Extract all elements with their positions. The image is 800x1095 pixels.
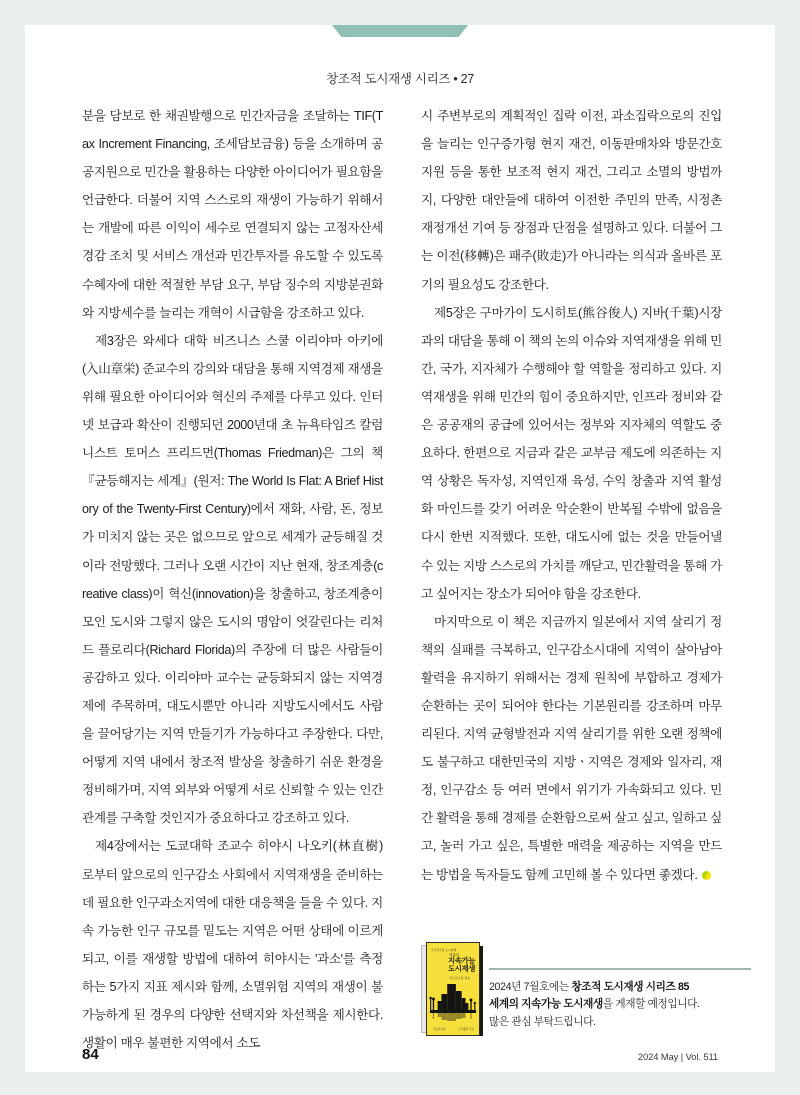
paragraph: 시 주변부로의 계획적인 집락 이전, 과소집락으로의 진입을 늘리는 인구증가형 현지 재건, 이동판매차와 방문간호 지원 등을 통한 보조적 현지 재건, 그리고 소멸의 방법까지, 다양한 대안들에 대하여 이전한 주민의 만족, 시정촌 재정개선 기여 등 장점과 단점을 설명하고 있다. 더불어 그는 이전(移轉)은 패주(敗走)가 아니라는 의식과 올바른 포기의 필요성도 강조한다. bbox=[421, 109, 722, 292]
page-header-series-label: 창조적 도시재생 시리즈 • 27 bbox=[326, 72, 474, 86]
book-cover-title bbox=[448, 957, 475, 974]
promo-text-block bbox=[489, 968, 751, 1031]
book-cover-footer bbox=[433, 1027, 474, 1031]
book-cover-imprint: 도서출판 국토 bbox=[458, 1028, 474, 1031]
book-front-cover bbox=[426, 942, 480, 1036]
footer-issue-info: 2024 May | Vol. 511 bbox=[637, 1051, 718, 1062]
book-cover-title-line1: 지속가능 bbox=[448, 956, 475, 965]
promo-line-1-prefix: 2024년 7월호에는 bbox=[489, 980, 572, 993]
promo-divider bbox=[489, 968, 751, 970]
promo-line-3: 많은 관심 부탁드립니다. bbox=[489, 1015, 596, 1028]
book-cover-image bbox=[421, 942, 484, 1036]
promo-line-2 bbox=[489, 996, 751, 1014]
promo-book-title: 세계의 지속가능 도시재생 bbox=[489, 998, 603, 1011]
book-cover-title-line2: 도시재생 bbox=[448, 964, 475, 974]
city-skyline-icon bbox=[427, 980, 479, 1026]
paragraph-final bbox=[421, 608, 722, 889]
paragraph: 제5장은 구마가이 도시히토(熊谷俊人) 지바(千葉)시장과의 대담을 통해 이 책의 논의 이슈와 지역재생을 위해 민간, 국가, 지자체가 수행해야 할 역할을 정리하고 있다. 지역재생을 위해 민간의 힘이 중요하지만, 인프라 정비와 같은 공공재의 공급에 있어서는 정부와 지자체의 역할도 중요하다. 한편으로 지금과 같은 교부금 제도에 의존하는 지역 상황은 독자성, 지역인재 육성, 수익 창출과 지역 활성화 마인드를 갖기 어려운 악순환이 반복될 수밖에 없음을 다시 한번 지적했다. 또한, 대도시에 없는 것을 만들어낼 수 있는 지방 스스로의 가치를 깨닫고, 민간활력을 통해 가고 싶어지는 장소가 되어야 함을 강조한다. bbox=[421, 305, 722, 601]
header-tab-decoration bbox=[332, 25, 468, 37]
right-column bbox=[421, 102, 722, 1057]
article-columns bbox=[82, 102, 722, 1057]
paragraph-text: 마지막으로 이 책은 지금까지 일본에서 지역 살리기 정책의 실패를 극복하고, 인구감소시대에 지역이 살아남아 활력을 유지하기 위해서는 경제 원칙에 부합하고 경제가 순환하는 곳이 되어야 한다는 기본원리를 강조하며 마무리된다. 지역 균형발전과 지역 살리기를 위한 오랜 정책에도 불구하고 대한민국의 지방ㆍ지역은 경제와 일자리, 재정, 인구감소 등 여러 면에서 위기가 가속화되고 있다. 민간 활력을 통해 경제를 순환함으로써 살고 싶고, 일하고 싶고, 놀러 가고 싶은, 특별한 매력을 제공하는 지역을 만드는 방법을 독자들도 함께 고민해 볼 수 있다면 좋겠다. bbox=[421, 614, 722, 882]
page-card bbox=[25, 25, 775, 1072]
footer-page-number: 84 bbox=[82, 1046, 99, 1063]
promo-line-2-suffix: 을 게재할 예정입니다. bbox=[602, 998, 700, 1011]
book-cover-brand: 국토연구원 도시재생 bbox=[431, 949, 457, 952]
book-cover-subtitle: 세계의 bbox=[449, 953, 459, 957]
paragraph: 분을 담보로 한 채권발행으로 민간자금을 조달하는 TIF(Tax Increment Financing, 조세담보금융) 등을 소개하며 공공지원으로 민간을 활용하는 다양한 아이디어가 필요함을 언급한다. 더불어 지역 스스로의 재생이 가능하기 위해서는 개발에 따른 이익이 세수로 연결되지 않는 고정자산세 경감 조치 및 서비스 개선과 민간투자를 유도할 수 있도록 수혜자에 대한 적절한 부담 요구, 부담 징수의 지방분권화와 지방세수를 늘리는 개혁이 시급함을 강조하고 있다. bbox=[82, 109, 383, 320]
next-issue-promo bbox=[421, 942, 751, 1042]
paragraph: 제4장에서는 도쿄대학 조교수 히야시 나오키(林直樹)로부터 앞으로의 인구감소 사회에서 지역재생을 준비하는 데 필요한 인구과소지역에 대한 대응책을 들을 수 있다. 지속 가능한 인구 규모를 밑도는 지역은 어떤 상태에 이르게 되고, 이를 재생할 방법에 대하여 히야시는 '과소'를 측정하는 5가지 지표 제시와 함께, 소멸위험 지역의 재생이 불가능하게 된 경우의 다양한 선택지와 차선책을 제시한다. 생활이 매우 불편한 지역에서 소도 bbox=[82, 839, 383, 1051]
promo-line-1 bbox=[489, 979, 751, 997]
left-column bbox=[82, 102, 383, 1057]
article-end-mark-icon bbox=[702, 871, 711, 880]
book-cover-author: 국토연구원 엮음 bbox=[449, 976, 471, 980]
promo-series-title: 창조적 도시재생 시리즈 85 bbox=[571, 980, 690, 993]
book-cover-publisher: 국토연구원 bbox=[433, 1028, 446, 1031]
paragraph: 제3장은 와세다 대학 비즈니스 스쿨 이리야마 아키에(入山章栄) 준교수의 강의와 대담을 통해 지역경제 재생을 위해 필요한 아이디어와 혁신의 주제를 다루고 있다. 인터넷 보급과 확산이 진행되던 2000년대 초 뉴욕타임즈 칼럼니스트 토머스 프리드먼(Thomas Friedman)은 그의 책 『균등해지는 세계』(원저: The World Is Flat: A Brief History of the Twenty-First Century)에서 재화, 사람, 돈, 정보가 미치지 않는 곳은 없으므로 앞으로 세계가 균등해질 것이라 전망했다. 그러나 오랜 시간이 지난 현재, 창조계층(creative class)이 혁신(innovation)을 창출하고, 창조계층이 모인 도시와 그렇지 않은 도시의 명암이 엇갈린다는 리처드 플로리다(Richard Florida)의 주장에 더 많은 사람들이 공감하고 있다. 이리야마 교수는 균등화되지 않는 지역경제에 주목하며, 대도시뿐만 아니라 지방도시에서도 사람을 끌어당기는 지역 만들기가 가능하다고 주장한다. 다만, 어떻게 지역 내에서 창조적 발상을 창출하기 쉬운 환경을 정비해가며, 지역 외부와 어떻게 서로 신뢰할 수 있는 인간관계를 구축할 것인지가 중요하다고 강조하고 있다. bbox=[82, 333, 383, 826]
